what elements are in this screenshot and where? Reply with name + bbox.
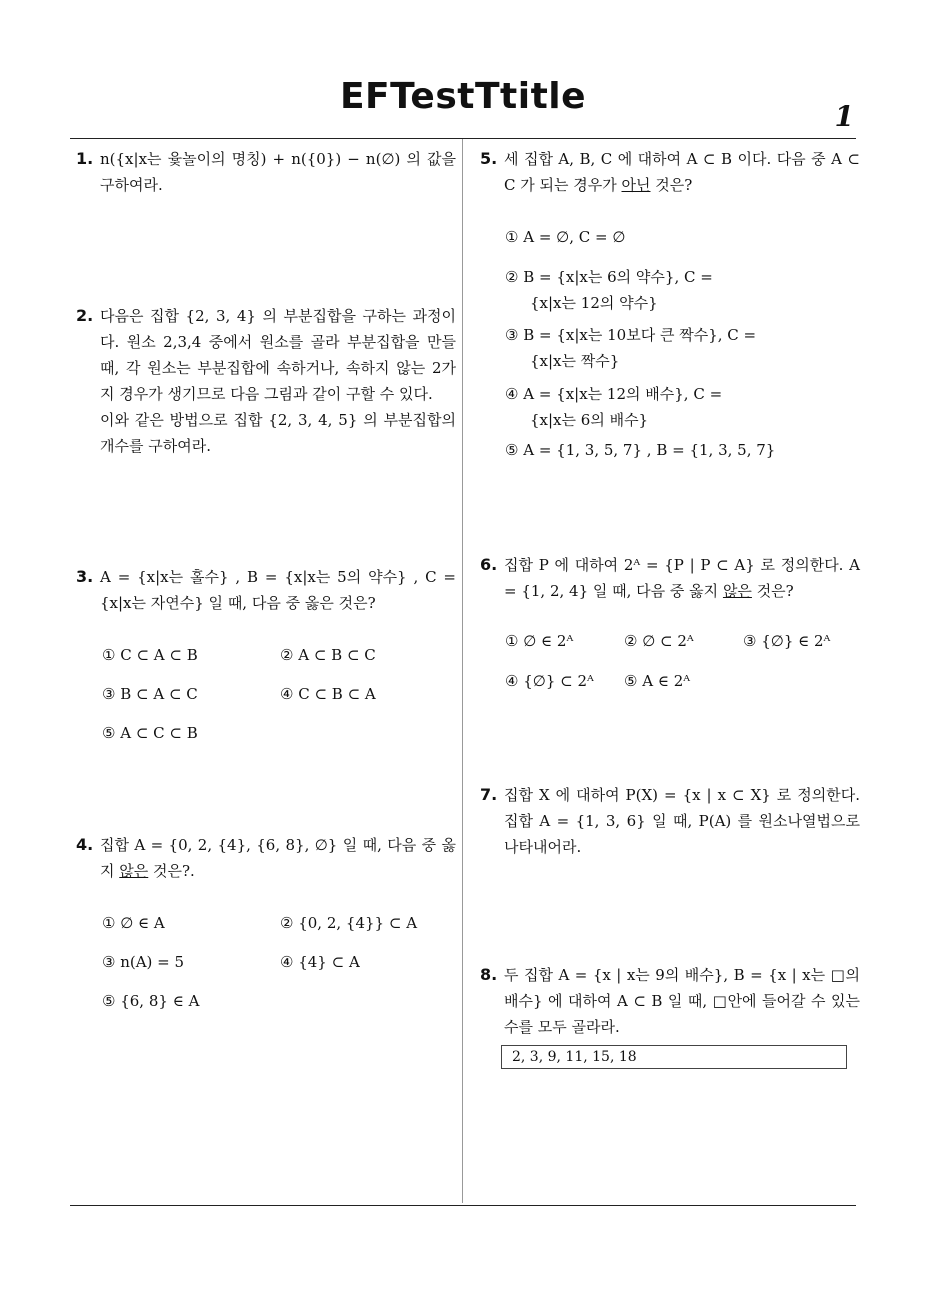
choice-4-cont: {x|x는 6의 배수}	[530, 411, 649, 429]
choice-4[interactable]: ④ C ⊂ B ⊂ A	[280, 685, 376, 703]
choice-5[interactable]: ⑤ A ∈ 2ᴬ	[624, 672, 691, 690]
choice-1[interactable]: ① ∅ ∈ A	[102, 914, 165, 932]
question-text: 집합 X 에 대하여 P(X) = {x | x ⊂ X} 로 정의한다. 집합 A = {1, 3, 6} 일 때, P(A) 를 원소나열법으로 나타내어라.	[504, 786, 860, 856]
choice-1[interactable]: ① C ⊂ A ⊂ B	[102, 646, 198, 664]
choice-2[interactable]: ② {0, 2, {4}} ⊂ A	[280, 914, 418, 932]
question-text: n({x|x는 윷놀이의 명칭) + n({0}) − n(∅) 의 값을 구하여라.	[100, 150, 456, 194]
choice-3[interactable]: ③ {∅} ∈ 2ᴬ	[743, 632, 831, 650]
question-5	[480, 146, 860, 198]
question-text: 집합 P 에 대하여 2ᴬ = {P | P ⊂ A} 로 정의한다. A = {1, 2, 4} 일 때, 다음 중 옳지	[504, 556, 860, 600]
bottom-rule	[70, 1205, 856, 1206]
question-number: 8.	[480, 965, 498, 984]
choice-5[interactable]: ⑤ A ⊂ C ⊂ B	[102, 724, 198, 742]
question-1	[76, 146, 456, 198]
page-title: EFTestTtitle	[339, 76, 587, 117]
question-2	[76, 303, 456, 459]
question-text-end: 것은?	[751, 582, 794, 600]
question-number: 4.	[76, 835, 94, 854]
choice-4[interactable]: ④ {∅} ⊂ 2ᴬ	[505, 672, 594, 690]
question-6	[480, 552, 860, 604]
question-number: 1.	[76, 149, 94, 168]
question-3	[76, 564, 456, 616]
question-number: 7.	[480, 785, 498, 804]
answer-options-box: 2, 3, 9, 11, 15, 18	[501, 1045, 847, 1069]
top-rule	[70, 138, 856, 139]
choice-3[interactable]: ③ B ⊂ A ⊂ C	[102, 685, 198, 703]
underlined-word: 않은	[119, 862, 149, 880]
question-text: 다음은 집합 {2, 3, 4} 의 부분집합을 구하는 과정이다. 원소 2,3,4 중에서 원소를 골라 부분집합을 만들 때, 각 원소는 부분집합에 속하거나, 속하지 않는 2가지 경우가 생기므로 다음 그림과 같이 구할 수 있다.	[100, 307, 456, 403]
question-text-end: 것은?	[650, 176, 693, 194]
question-text: 두 집합 A = {x | x는 9의 배수}, B = {x | x는 □의 배수} 에 대하여 A ⊂ B 일 때, □안에 들어갈 수 있는 수를 모두 골라라.	[504, 966, 860, 1036]
choice-4[interactable]: ④ A = {x|x는 12의 배수}, C =	[505, 385, 723, 403]
question-text: A = {x|x는 홀수} , B = {x|x는 5의 약수} , C = {x|x는 자연수} 일 때, 다음 중 옳은 것은?	[100, 568, 456, 612]
column-divider	[462, 139, 463, 1203]
choice-3-cont: {x|x는 짝수}	[530, 352, 620, 370]
choice-5[interactable]: ⑤ A = {1, 3, 5, 7} , B = {1, 3, 5, 7}	[505, 441, 776, 459]
question-number: 3.	[76, 567, 94, 586]
question-number: 6.	[480, 555, 498, 574]
question-text-2: 이와 같은 방법으로 집합 {2, 3, 4, 5} 의 부분집합의 개수를 구하여라.	[100, 411, 456, 455]
question-number: 5.	[480, 149, 498, 168]
choice-3[interactable]: ③ B = {x|x는 10보다 큰 짝수}, C =	[505, 326, 757, 344]
underlined-word: 아닌	[621, 176, 651, 194]
choice-2[interactable]: ② A ⊂ B ⊂ C	[280, 646, 376, 664]
question-number: 2.	[76, 306, 94, 325]
question-text: 집합 A = {0, 2, {4}, {6, 8}, ∅} 일 때, 다음 중 옳지	[100, 836, 456, 880]
question-8	[480, 962, 860, 1040]
question-text: 세 집합 A, B, C 에 대하여 A ⊂ B 이다. 다음 중 A ⊂ C 가 되는 경우가	[504, 150, 860, 194]
choice-1[interactable]: ① A = ∅, C = ∅	[505, 228, 626, 246]
choice-4[interactable]: ④ {4} ⊂ A	[280, 953, 360, 971]
choice-5[interactable]: ⑤ {6, 8} ∈ A	[102, 992, 200, 1010]
choice-1[interactable]: ① ∅ ∈ 2ᴬ	[505, 632, 574, 650]
underlined-word: 않은	[722, 582, 752, 600]
question-4	[76, 832, 456, 884]
page-number: 1	[834, 100, 854, 133]
choice-2[interactable]: ② B = {x|x는 6의 약수}, C =	[505, 268, 713, 286]
choice-2-cont: {x|x는 12의 약수}	[530, 294, 658, 312]
choice-3[interactable]: ③ n(A) = 5	[102, 953, 185, 971]
question-text-end: 것은?.	[148, 862, 195, 880]
question-7	[480, 782, 860, 860]
choice-2[interactable]: ② ∅ ⊂ 2ᴬ	[624, 632, 694, 650]
